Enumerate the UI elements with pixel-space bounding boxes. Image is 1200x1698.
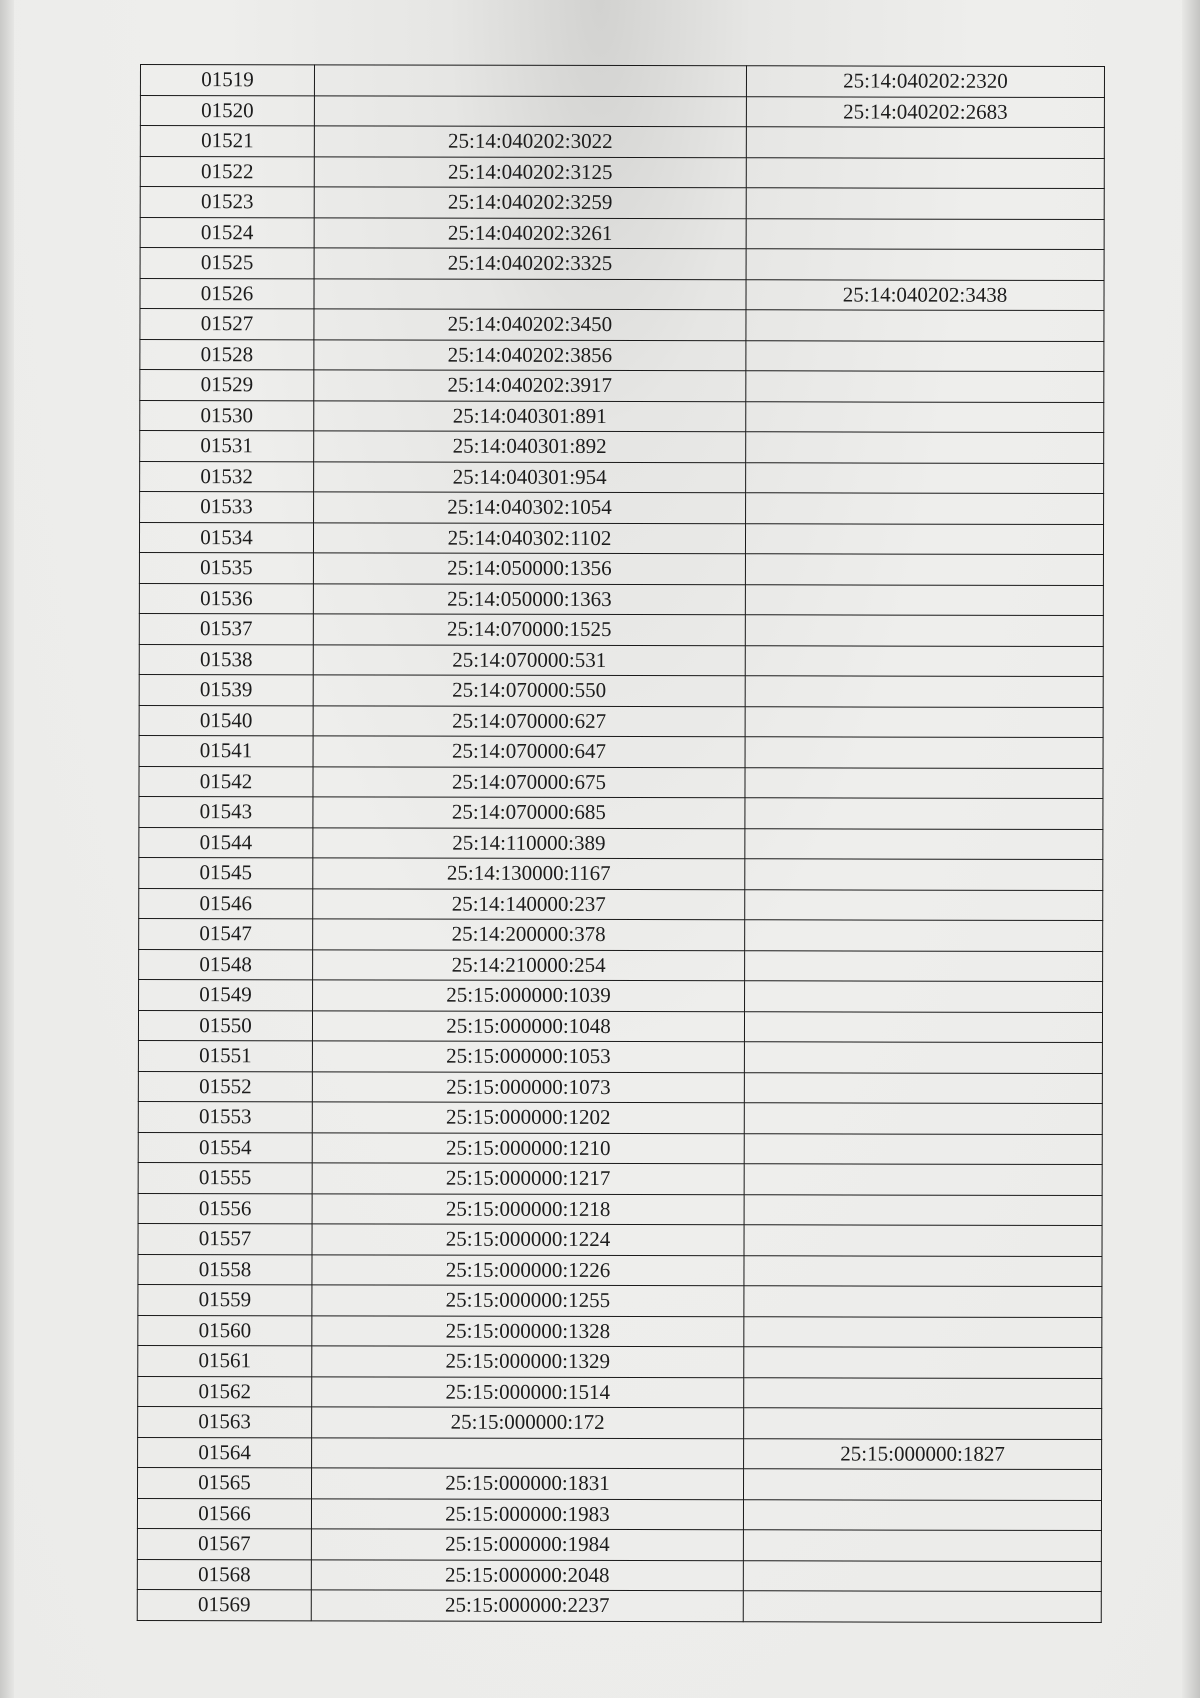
table-row: [138, 1345, 1102, 1378]
alternate-cadastral-number-cell: [745, 920, 1103, 951]
table-row: [138, 1193, 1102, 1226]
row-number-cell: 01549: [139, 979, 313, 1010]
cadastral-number-cell: 25:15:000000:1048: [312, 1010, 744, 1041]
row-number-cell: 01545: [139, 857, 313, 888]
row-number-cell: 01560: [138, 1315, 312, 1346]
cadastral-number-cell: 25:14:110000:389: [313, 827, 745, 858]
cadastral-number-cell: 25:15:000000:172: [312, 1407, 744, 1438]
table-row: [139, 553, 1103, 586]
cadastral-number-cell: 25:15:000000:1210: [312, 1132, 744, 1163]
row-number-cell: 01540: [139, 705, 313, 736]
row-number-cell: 01520: [140, 95, 314, 126]
row-number-cell: 01556: [138, 1193, 312, 1224]
row-number-cell: 01525: [140, 248, 314, 279]
alternate-cadastral-number-cell: [745, 523, 1103, 554]
cadastral-number-cell: 25:15:000000:1053: [312, 1041, 744, 1072]
cadastral-number-cell: 25:14:040202:3856: [314, 339, 746, 370]
alternate-cadastral-number-cell: [745, 798, 1103, 829]
cadastral-number-cell: 25:14:040202:3259: [314, 187, 746, 218]
alternate-cadastral-number-cell: 25:15:000000:1827: [744, 1438, 1102, 1469]
cadastral-number-cell: 25:14:200000:378: [313, 919, 745, 950]
alternate-cadastral-number-cell: [743, 1469, 1101, 1500]
cadastral-number-cell: 25:14:040301:891: [314, 400, 746, 431]
cadastral-number-cell: 25:14:210000:254: [313, 949, 745, 980]
row-number-cell: 01521: [140, 126, 314, 157]
alternate-cadastral-number-cell: [745, 767, 1103, 798]
row-number-cell: 01526: [140, 278, 314, 309]
alternate-cadastral-number-cell: [745, 554, 1103, 585]
row-number-cell: 01546: [139, 888, 313, 919]
cadastral-number-cell: 25:15:000000:1831: [311, 1468, 743, 1499]
table-row: [138, 1406, 1102, 1439]
alternate-cadastral-number-cell: [745, 645, 1103, 676]
alternate-cadastral-number-cell: [745, 950, 1103, 981]
row-number-cell: 01561: [138, 1345, 312, 1376]
table-row: [140, 339, 1104, 372]
cadastral-number-cell: 25:14:040301:892: [314, 431, 746, 462]
table-row: [137, 1589, 1101, 1622]
row-number-cell: 01558: [138, 1254, 312, 1285]
alternate-cadastral-number-cell: [746, 249, 1104, 280]
table-row: [140, 278, 1104, 311]
row-number-cell: 01567: [137, 1528, 311, 1559]
alternate-cadastral-number-cell: 25:14:040202:2683: [746, 96, 1104, 127]
alternate-cadastral-number-cell: [745, 981, 1103, 1012]
table-row: [140, 217, 1104, 250]
table-row: [138, 1254, 1102, 1287]
row-number-cell: 01551: [138, 1040, 312, 1071]
cadastral-number-cell: 25:14:040302:1054: [314, 492, 746, 523]
row-number-cell: 01569: [137, 1589, 311, 1620]
table-row: [138, 1223, 1102, 1256]
table-row: [138, 1071, 1102, 1104]
row-number-cell: 01532: [140, 461, 314, 492]
cadastral-number-cell: 25:15:000000:1329: [312, 1346, 744, 1377]
cadastral-number-cell: 25:15:000000:1224: [312, 1224, 744, 1255]
row-number-cell: 01533: [140, 492, 314, 523]
row-number-cell: 01529: [140, 370, 314, 401]
row-number-cell: 01566: [137, 1498, 311, 1529]
alternate-cadastral-number-cell: [744, 1103, 1102, 1134]
cadastral-number-cell: 25:14:040202:3917: [314, 370, 746, 401]
table-row: [139, 857, 1103, 890]
cadastral-number-cell: [314, 278, 746, 309]
table-body: [137, 65, 1104, 1623]
cadastral-number-cell: 25:14:070000:550: [313, 675, 745, 706]
table-row: [137, 1559, 1101, 1592]
row-number-cell: 01528: [140, 339, 314, 370]
row-number-cell: 01554: [138, 1132, 312, 1163]
cadastral-number-cell: 25:15:000000:1202: [312, 1102, 744, 1133]
alternate-cadastral-number-cell: [745, 676, 1103, 707]
alternate-cadastral-number-cell: [744, 1225, 1102, 1256]
row-number-cell: 01539: [139, 674, 313, 705]
cadastral-number-cell: 25:15:000000:2048: [311, 1559, 743, 1590]
table-row: [140, 492, 1104, 525]
alternate-cadastral-number-cell: [746, 432, 1104, 463]
table-row: [140, 65, 1104, 98]
cadastral-number-cell: 25:15:000000:1514: [312, 1376, 744, 1407]
row-number-cell: 01543: [139, 796, 313, 827]
row-number-cell: 01523: [140, 187, 314, 218]
row-number-cell: 01555: [138, 1162, 312, 1193]
alternate-cadastral-number-cell: [745, 584, 1103, 615]
row-number-cell: 01538: [139, 644, 313, 675]
table-row: [139, 979, 1103, 1012]
row-number-cell: 01544: [139, 827, 313, 858]
alternate-cadastral-number-cell: 25:14:040202:2320: [746, 66, 1104, 97]
table-row: [139, 705, 1103, 738]
alternate-cadastral-number-cell: [746, 493, 1104, 524]
cadastral-number-cell: 25:14:050000:1363: [313, 583, 745, 614]
row-number-cell: 01542: [139, 766, 313, 797]
table-row: [140, 95, 1104, 128]
alternate-cadastral-number-cell: [745, 737, 1103, 768]
cadastral-number-cell: 25:14:040202:3261: [314, 217, 746, 248]
row-number-cell: 01548: [139, 949, 313, 980]
alternate-cadastral-number-cell: [746, 340, 1104, 371]
alternate-cadastral-number-cell: [743, 1499, 1101, 1530]
alternate-cadastral-number-cell: [746, 401, 1104, 432]
row-number-cell: 01537: [139, 613, 313, 644]
table-row: [138, 1040, 1102, 1073]
table-row: [139, 735, 1103, 768]
cadastral-number-cell: 25:14:130000:1167: [313, 858, 745, 889]
table-row: [138, 1437, 1102, 1470]
cadastral-number-cell: 25:14:070000:531: [313, 644, 745, 675]
table-row: [137, 1498, 1101, 1531]
alternate-cadastral-number-cell: [744, 1347, 1102, 1378]
alternate-cadastral-number-cell: [745, 615, 1103, 646]
cadastral-number-cell: 25:14:040302:1102: [313, 522, 745, 553]
alternate-cadastral-number-cell: [745, 859, 1103, 890]
row-number-cell: 01527: [140, 309, 314, 340]
cadastral-number-cell: 25:15:000000:1039: [313, 980, 745, 1011]
cadastral-number-cell: 25:15:000000:1984: [311, 1529, 743, 1560]
cadastral-number-cell: 25:14:070000:627: [313, 705, 745, 736]
row-number-cell: 01557: [138, 1223, 312, 1254]
alternate-cadastral-number-cell: [746, 371, 1104, 402]
table-row: [138, 1284, 1102, 1317]
cadastral-number-cell: [314, 95, 746, 126]
cadastral-number-cell: 25:15:000000:1328: [312, 1315, 744, 1346]
alternate-cadastral-number-cell: [745, 706, 1103, 737]
cadastral-number-cell: 25:14:070000:647: [313, 736, 745, 767]
table-row: [138, 1010, 1102, 1043]
row-number-cell: 01535: [139, 553, 313, 584]
table-row: [139, 918, 1103, 951]
row-number-cell: 01519: [140, 65, 314, 96]
table-row: [138, 1315, 1102, 1348]
cadastral-number-cell: 25:14:040202:3325: [314, 248, 746, 279]
table-row: [138, 1162, 1102, 1195]
row-number-cell: 01559: [138, 1284, 312, 1315]
cadastral-number-cell: 25:14:070000:675: [313, 766, 745, 797]
row-number-cell: 01552: [138, 1071, 312, 1102]
row-number-cell: 01534: [139, 522, 313, 553]
alternate-cadastral-number-cell: [744, 1255, 1102, 1286]
alternate-cadastral-number-cell: [744, 1377, 1102, 1408]
table-row: [138, 1132, 1102, 1165]
alternate-cadastral-number-cell: [743, 1530, 1101, 1561]
alternate-cadastral-number-cell: [746, 188, 1104, 219]
table-row: [138, 1376, 1102, 1409]
alternate-cadastral-number-cell: [745, 889, 1103, 920]
alternate-cadastral-number-cell: [746, 127, 1104, 158]
row-number-cell: 01568: [137, 1559, 311, 1590]
cadastral-number-cell: 25:15:000000:1218: [312, 1193, 744, 1224]
row-number-cell: 01524: [140, 217, 314, 248]
table-row: [139, 522, 1103, 555]
row-number-cell: 01563: [138, 1406, 312, 1437]
page-shadow-right: [1182, 0, 1200, 1698]
cadastral-number-cell: 25:14:040202:3125: [314, 156, 746, 187]
table-row: [139, 644, 1103, 677]
table-row: [140, 370, 1104, 403]
table-row: [139, 674, 1103, 707]
table-row: [139, 613, 1103, 646]
table-row: [140, 461, 1104, 494]
table-row: [140, 309, 1104, 342]
table-row: [140, 248, 1104, 281]
table-row: [139, 949, 1103, 982]
alternate-cadastral-number-cell: [746, 218, 1104, 249]
cadastral-number-table: [137, 64, 1105, 1623]
cadastral-number-cell: [312, 1437, 744, 1468]
alternate-cadastral-number-cell: [744, 1072, 1102, 1103]
row-number-cell: 01536: [139, 583, 313, 614]
cadastral-number-cell: 25:15:000000:1983: [311, 1498, 743, 1529]
cadastral-number-cell: 25:15:000000:1226: [312, 1254, 744, 1285]
alternate-cadastral-number-cell: [744, 1286, 1102, 1317]
cadastral-number-cell: 25:15:000000:1255: [312, 1285, 744, 1316]
alternate-cadastral-number-cell: [744, 1011, 1102, 1042]
alternate-cadastral-number-cell: [744, 1042, 1102, 1073]
alternate-cadastral-number-cell: [743, 1591, 1101, 1622]
table-row: [139, 888, 1103, 921]
alternate-cadastral-number-cell: [746, 462, 1104, 493]
table-row: [137, 1467, 1101, 1500]
table-row: [140, 431, 1104, 464]
row-number-cell: 01531: [140, 431, 314, 462]
row-number-cell: 01541: [139, 735, 313, 766]
table-row: [140, 156, 1104, 189]
row-number-cell: 01565: [137, 1467, 311, 1498]
cadastral-number-cell: 25:15:000000:1073: [312, 1071, 744, 1102]
alternate-cadastral-number-cell: [744, 1194, 1102, 1225]
table-row: [139, 583, 1103, 616]
alternate-cadastral-number-cell: [745, 828, 1103, 859]
alternate-cadastral-number-cell: [744, 1133, 1102, 1164]
table-row: [139, 766, 1103, 799]
cadastral-number-cell: 25:14:040202:3022: [314, 126, 746, 157]
table-row: [140, 126, 1104, 159]
cadastral-number-cell: [314, 65, 746, 96]
cadastral-number-cell: 25:15:000000:1217: [312, 1163, 744, 1194]
alternate-cadastral-number-cell: 25:14:040202:3438: [746, 279, 1104, 310]
table-row: [138, 1101, 1102, 1134]
alternate-cadastral-number-cell: [744, 1164, 1102, 1195]
row-number-cell: 01522: [140, 156, 314, 187]
cadastral-number-cell: 25:14:040202:3450: [314, 309, 746, 340]
cadastral-number-cell: 25:14:050000:1356: [313, 553, 745, 584]
page-shadow-left: [0, 0, 14, 1698]
cadastral-number-cell: 25:14:070000:1525: [313, 614, 745, 645]
alternate-cadastral-number-cell: [744, 1408, 1102, 1439]
row-number-cell: 01553: [138, 1101, 312, 1132]
alternate-cadastral-number-cell: [744, 1316, 1102, 1347]
cadastral-number-cell: 25:14:070000:685: [313, 797, 745, 828]
row-number-cell: 01562: [138, 1376, 312, 1407]
alternate-cadastral-number-cell: [743, 1560, 1101, 1591]
table-row: [139, 796, 1103, 829]
cadastral-number-cell: 25:15:000000:2237: [311, 1590, 743, 1621]
cadastral-number-cell: 25:14:040301:954: [314, 461, 746, 492]
row-number-cell: 01530: [140, 400, 314, 431]
table-row: [137, 1528, 1101, 1561]
cadastral-number-cell: 25:14:140000:237: [313, 888, 745, 919]
table-row: [139, 827, 1103, 860]
row-number-cell: 01550: [138, 1010, 312, 1041]
alternate-cadastral-number-cell: [746, 310, 1104, 341]
row-number-cell: 01564: [138, 1437, 312, 1468]
table-row: [140, 400, 1104, 433]
alternate-cadastral-number-cell: [746, 157, 1104, 188]
row-number-cell: 01547: [139, 918, 313, 949]
table-row: [140, 187, 1104, 220]
